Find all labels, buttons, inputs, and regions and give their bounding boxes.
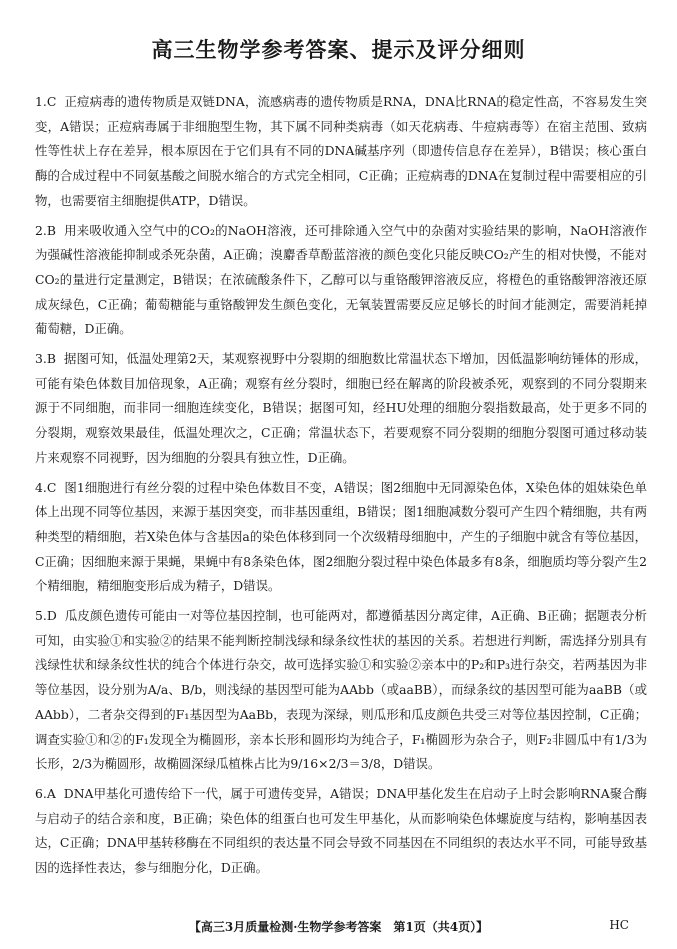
footer-page-info: 【高三3月质量检测·生物学参考答案 第1页（共4页）】	[188, 920, 489, 934]
answer-letter: C	[46, 479, 57, 495]
answer-letter: A	[46, 785, 56, 801]
answer-item-2	[35, 219, 647, 343]
answer-item-5	[35, 604, 647, 777]
page-footer	[0, 918, 677, 938]
answer-item-4	[35, 476, 647, 600]
question-number: 2.	[35, 222, 47, 238]
question-number: 1.	[35, 94, 47, 109]
answer-letter: C	[46, 94, 57, 109]
answer-explanation: 用来吸收通入空气中的CO₂的NaOH溶液，还可排除通入空气中的杂菌对实验结果的影响，NaOH溶液作为强碱性溶液能抑制或杀死杂菌，A正确；溴麝香草酚蓝溶液的颜色变化只能反映CO₂产生的相对快慢，不能对CO₂的量进行定量测定，B错误；在浓硫酸条件下，乙醇可以与重铬酸钾溶液反应，将橙色的重铬酸钾溶液还原成灰绿色，C正确；葡萄糖能与重铬酸钾发生颜色变化，无氧装置需要反应足够长的时间才能测定，需要消耗掉葡萄糖，D正确。	[35, 222, 647, 337]
answer-explanation: 瓜皮颜色遗传可能由一对等位基因控制，也可能两对，都遵循基因分离定律，A正确、B正确；据题表分析可知，由实验①和实验②的结果不能判断控制浅绿和绿条纹性状的基因的关系。若想进行判断，需选择分别具有浅绿性状和绿条纹性状的纯合个体进行杂交，故可选择实验①和实验②亲本中的P₂和P₃进行杂交，若两基因为非等位基因，设分别为A/a、B/b，则浅绿的基因型可能为AAbb（或aaBB），而绿条纹的基因型可能为aaBB（或AAbb），二者杂交得到的F₁基因型为AaBb，表现为深绿，则瓜形和瓜皮颜色共受三对等位基因控制，C正确；调查实验①和②的F₁发现全为椭圆形，亲本长形和圆形均为纯合子，F₁椭圆形为杂合子，则F₂非圆瓜中有1/3为长形，2/3为椭圆形，故椭圆深绿瓜植株占比为9/16×2/3＝3/8，D错误。	[35, 608, 647, 772]
answer-explanation: DNA甲基化可遗传给下一代，属于可遗传变异，A错误；DNA甲基化发生在启动子上时会影响RNA聚合酶与启动子的结合亲和度，B正确；染色体的组蛋白也可发生甲基化，从而影响染色体螺旋度与结构，影响基因表达，C正确；DNA甲基转移酶在不同组织的表达量不同会导致不同基因在不同组织的表达水平不同，可能导致基因的选择性表达，参与细胞分化，D正确。	[35, 785, 647, 876]
answer-letter: B	[46, 222, 56, 238]
answer-explanation: 正痘病毒的遗传物质是双链DNA，流感病毒的遗传物质是RNA，DNA比RNA的稳定性高，不容易发生突变，A错误；正痘病毒属于非细胞型生物，其下属不同种类病毒（如天花病毒、牛痘病毒等）在宿主范围、致病性等性状上存在差异，根本原因在于它们具有不同的DNA碱基序列（即遗传信息存在差异），B错误；核心蛋白酶的合成过程中不同氨基酸之间脱水缩合的方式完全相同，C正确；正痘病毒的DNA在复制过程中需要相应的引物，也需要宿主细胞提供ATP，D错误。	[35, 94, 647, 208]
answer-letter: D	[46, 608, 57, 624]
answer-letter: B	[46, 351, 56, 367]
answer-item-3	[35, 347, 647, 471]
answer-item-1	[35, 90, 647, 214]
question-number: 4.	[35, 479, 47, 495]
question-number: 5.	[35, 608, 47, 624]
answer-explanation: 图1细胞进行有丝分裂的过程中染色体数目不变，A错误；图2细胞中无同源染色体，X染色体的姐妹染色单体上出现不同等位基因，来源于基因突变，而非基因重组，B错误；图1细胞减数分裂可产生四个精细胞，共有两种类型的精细胞，若X染色体与含基因a的染色体移到同一个次级精母细胞中，产生的子细胞中就含有等位基因，C正确；因细胞来源于果蝇，果蝇中有8条染色体，图2细胞分裂过程中染色体最多有8条，细胞质均等分裂产生2个精细胞，精细胞变形后成为精子，D错误。	[35, 479, 647, 594]
answer-item-6	[35, 782, 647, 881]
page-title: 高三生物学参考答案、提示及评分细则	[151, 38, 526, 62]
answer-list	[35, 90, 647, 886]
question-number: 3.	[35, 351, 47, 367]
question-number: 6.	[35, 785, 47, 801]
footer-code: HC	[609, 918, 629, 932]
answer-explanation: 据图可知，低温处理第2天，某观察视野中分裂期的细胞数比常温状态下增加，因低温影响纺锤体的形成，可能有染色体数目加倍现象，A正确；观察有丝分裂时，细胞已经在解离的阶段被杀死，观察到的不同分裂期来源于不同细胞，而非同一细胞连续变化，B错误；据图可知，经HU处理的细胞分裂指数最高，处于更多不同的分裂期，观察效果最佳，低温处理次之，C正确；常温状态下，若要观察不同分裂期的细胞分裂图可通过移动装片来观察不同视野，因为细胞的分裂具有独立性，D正确。	[35, 351, 647, 465]
